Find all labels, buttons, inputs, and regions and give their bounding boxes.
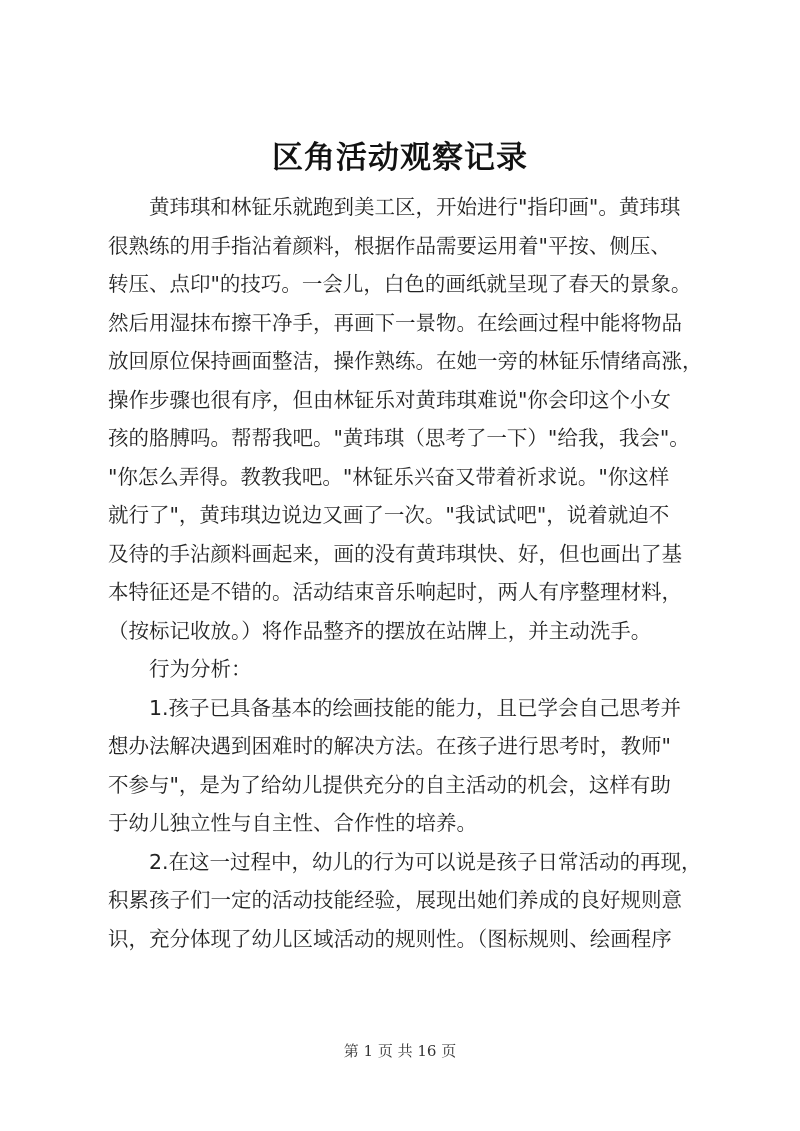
paragraph-line: 黄玮琪和林钲乐就跑到美工区，开始进行"指印画"。黄玮琪 [149,195,681,219]
paragraph-line: 及待的手沾颜料画起来，画的没有黄玮琪快、好，但也画出了基 [108,541,682,566]
paragraph-line: 转压、点印"的技巧。一会儿，白色的画纸就呈现了春天的景象。 [108,272,692,296]
paragraph-line: 就行了"，黄玮琪边说边又画了一次。"我试试吧"，说着就迫不 [108,503,670,527]
section-heading: 行为分析： [149,657,252,681]
document-title: 区角活动观察记录 [272,140,528,176]
paragraph-line: 操作步骤也很有序，但由林钲乐对黄玮琪难说"你会印这个小女 [108,387,671,412]
paragraph-line: "你怎么弄得。教教我吧。"林钲乐兴奋又带着祈求说。"你这样 [108,464,670,489]
document-body [108,188,718,958]
paragraph-line: 积累孩子们一定的活动技能经验，展现出她们养成的良好规则意 [108,888,682,912]
paragraph-line: 很熟练的用手指沾着颜料，根据作品需要运用着"平按、侧压、 [108,233,671,258]
paragraph-line: 2.在这一过程中，幼儿的行为可以说是孩子日常活动的再现， [149,849,702,874]
paragraph-line: 然后用湿抹布擦干净手，再画下一景物。在绘画过程中能将物品 [108,310,682,335]
paragraph-line: 想办法解决遇到困难时的解决方法。在孩子进行思考时，教师" [108,734,671,758]
page-number-footer: 第 1 页 共 16 页 [343,1042,457,1060]
paragraph-line: （按标记收放。）将作品整齐的摆放在站牌上，并主动洗手。 [108,618,652,643]
paragraph-line: 不参与"，是为了给幼儿提供充分的自主活动的机会，这样有助 [108,772,671,797]
paragraph-line: 识，充分体现了幼儿区域活动的规则性。（图标规则、绘画程序 [108,926,672,951]
paragraph-line: 本特征还是不错的。活动结束音乐响起时，两人有序整理材料， [108,580,682,604]
paragraph-line: 于幼儿独立性与自主性、合作性的培养。 [108,811,477,835]
paragraph-line: 孩的胳膊吗。帮帮我吧。"黄玮琪（思考了一下）"给我，我会"。 [108,426,690,450]
paragraph-line: 1.孩子已具备基本的绘画技能的能力，且已学会自己思考并 [149,695,682,720]
paragraph-line: 放回原位保持画面整洁，操作熟练。在她一旁的林钲乐情绪高涨， [108,349,703,373]
